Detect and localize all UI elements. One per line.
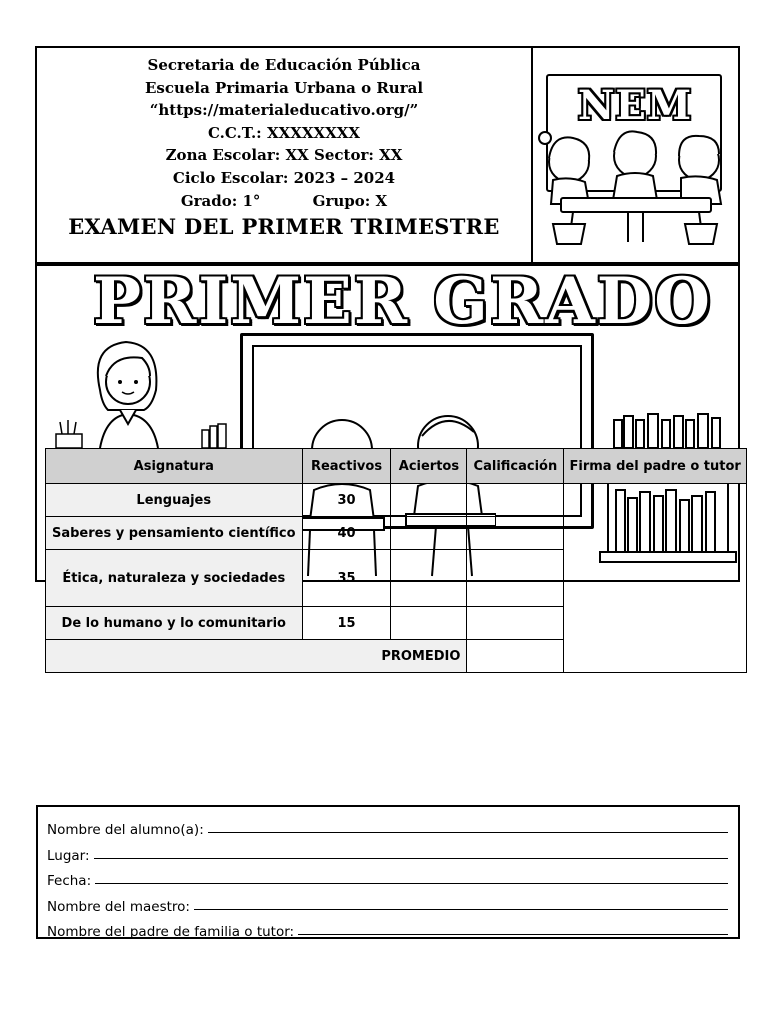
header-asignatura: Asignatura bbox=[46, 449, 303, 484]
table-header-row bbox=[46, 449, 747, 484]
header-reactivos: Reactivos bbox=[302, 449, 391, 484]
promedio-label: PROMEDIO bbox=[46, 640, 467, 673]
promedio-cell[interactable] bbox=[467, 640, 564, 673]
reactivos-cell: 35 bbox=[302, 550, 391, 607]
grades-table bbox=[45, 448, 747, 673]
exam-title: EXAMEN DEL PRIMER TRIMESTRE bbox=[68, 214, 500, 239]
header-line-school: Escuela Primaria Urbana o Rural bbox=[144, 78, 424, 97]
place-field[interactable] bbox=[94, 858, 728, 859]
header-line-grade: Grado: 1° Grupo: X bbox=[180, 191, 388, 210]
table-row bbox=[46, 484, 747, 517]
table-row bbox=[46, 607, 747, 640]
aciertos-cell[interactable] bbox=[391, 484, 467, 517]
teacher-field[interactable] bbox=[194, 909, 728, 910]
student-name-line[interactable] bbox=[47, 813, 728, 838]
header-line-website: “https://materialeducativo.org/” bbox=[149, 101, 419, 120]
header-calificacion: Calificación bbox=[467, 449, 564, 484]
subject-cell: Ética, naturaleza y sociedades bbox=[46, 550, 303, 607]
calificacion-cell[interactable] bbox=[467, 517, 564, 550]
guardian-field[interactable] bbox=[298, 934, 728, 935]
teacher-line[interactable] bbox=[47, 889, 728, 914]
aciertos-cell[interactable] bbox=[391, 607, 467, 640]
header-line-cct: C.C.T.: XXXXXXXX bbox=[207, 123, 361, 142]
subject-cell: Lenguajes bbox=[46, 484, 303, 517]
aciertos-cell[interactable] bbox=[391, 550, 467, 607]
header-firma: Firma del padre o tutor bbox=[564, 449, 747, 484]
subject-cell: Saberes y pensamiento científico bbox=[46, 517, 303, 550]
date-label: Fecha: bbox=[47, 873, 92, 890]
header-line-cycle: Ciclo Escolar: 2023 – 2024 bbox=[172, 168, 396, 187]
calificacion-cell[interactable] bbox=[467, 607, 564, 640]
student-name-field[interactable] bbox=[208, 832, 728, 833]
student-name-label: Nombre del alumno(a): bbox=[47, 822, 204, 839]
teacher-label: Nombre del maestro: bbox=[47, 898, 190, 915]
header-line-ministry: Secretaria de Educación Pública bbox=[147, 56, 421, 74]
firma-cell[interactable] bbox=[564, 484, 747, 607]
firma-cell-bottom[interactable] bbox=[564, 607, 747, 673]
date-line[interactable] bbox=[47, 864, 728, 889]
grade-title: PRIMER GRADO bbox=[92, 264, 713, 339]
header-line-zone: Zona Escolar: XX Sector: XX bbox=[165, 146, 403, 165]
reactivos-cell: 15 bbox=[302, 607, 391, 640]
aciertos-cell[interactable] bbox=[391, 517, 467, 550]
place-line[interactable] bbox=[47, 838, 728, 863]
guardian-line[interactable] bbox=[47, 915, 728, 940]
reactivos-cell: 30 bbox=[302, 484, 391, 517]
calificacion-cell[interactable] bbox=[467, 550, 564, 607]
school-header bbox=[35, 46, 533, 264]
nem-logo-text: NEM bbox=[577, 82, 693, 129]
school-info bbox=[37, 54, 531, 212]
desk-supplies-illustration bbox=[52, 420, 232, 450]
guardian-label: Nombre del padre de familia o tutor: bbox=[47, 923, 295, 940]
place-label: Lugar: bbox=[47, 847, 90, 864]
children-at-desk-illustration bbox=[533, 120, 738, 262]
header-aciertos: Aciertos bbox=[391, 449, 467, 484]
student-info-box bbox=[36, 805, 740, 939]
reactivos-cell: 40 bbox=[302, 517, 391, 550]
calificacion-cell[interactable] bbox=[467, 484, 564, 517]
date-field[interactable] bbox=[95, 883, 728, 884]
subject-cell: De lo humano y lo comunitario bbox=[46, 607, 303, 640]
